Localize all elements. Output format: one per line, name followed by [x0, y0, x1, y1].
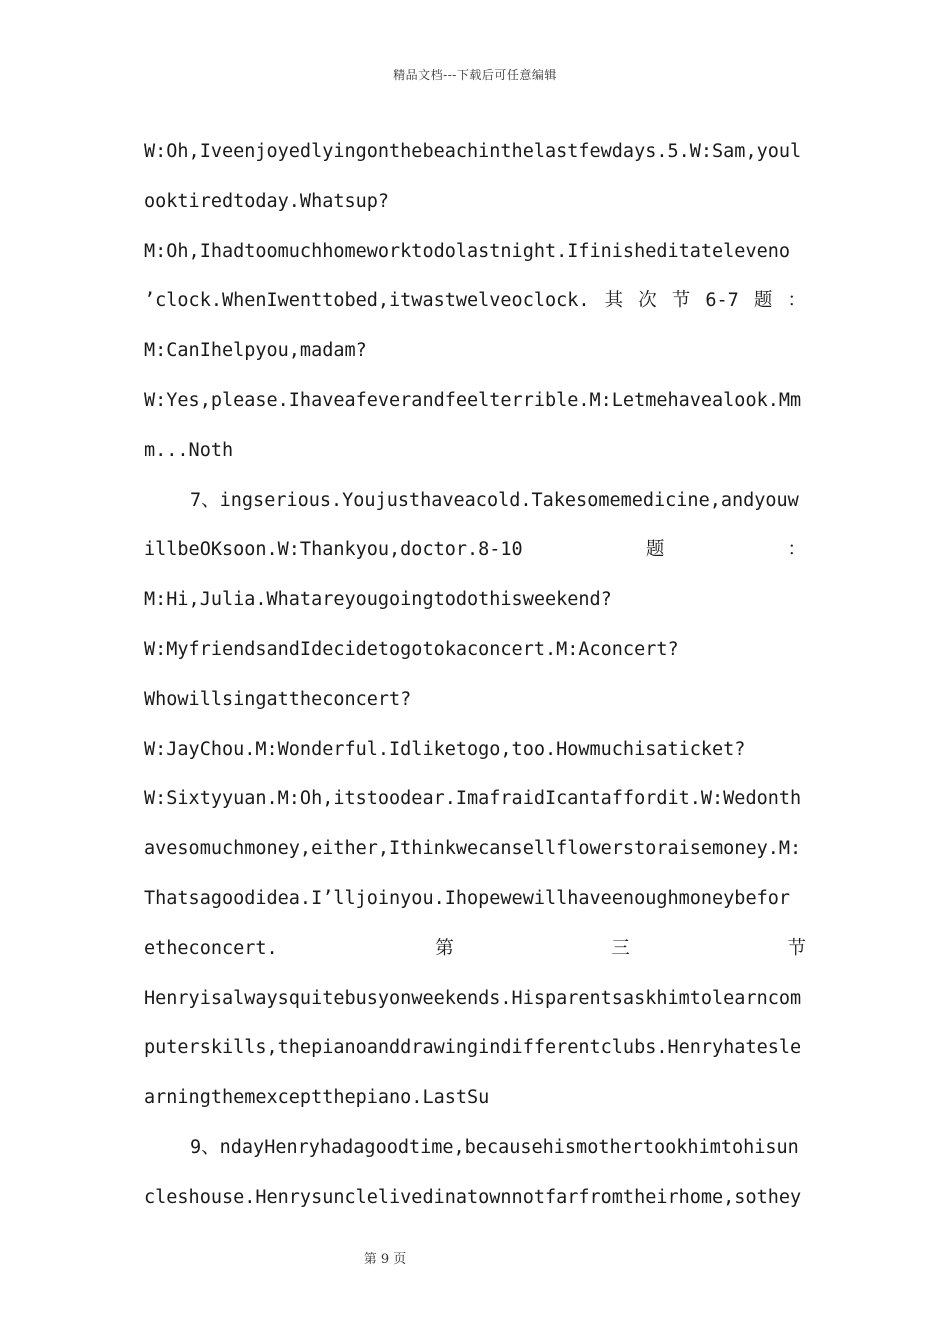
text-segment: 节 — [787, 937, 806, 959]
text-line: m...Noth — [144, 439, 234, 461]
text-line: puterskills,thepianoanddrawingindifferentclubs.Henryhatesle — [144, 1037, 802, 1059]
text-line: ooktiredtoday.Whatsup? — [144, 190, 390, 212]
page-footer: 第 9 页 — [363, 1252, 407, 1267]
text-segment: ： — [787, 290, 806, 312]
text-line: avesomuchmoney,either,Ithinkwecansellflowerstoraisemoney.M: — [144, 838, 802, 860]
text-segment: illbeOKsoon.W:Thankyou,doctor.8-10 — [144, 539, 523, 561]
text-line: 7、ingserious.Youjusthaveacold.Takesomemedicine,andyouw — [190, 489, 799, 511]
text-segment: 题 — [645, 539, 665, 561]
text-line: W:Oh,Iveenjoyedlyingonthebeachinthelastfewdays.5.W:Sam,youl — [144, 141, 802, 162]
text-line: W:MyfriendsandIdecidetogotokaconcert.M:Aconcert? — [144, 638, 679, 660]
text-segment: 6-7 — [705, 290, 739, 312]
text-line: 9、ndayHenryhadagoodtime,becausehismothertookhimtohisun — [190, 1136, 799, 1158]
text-line: W:Sixtyyuan.M:Oh,itstoodear.ImafraidIcantaffordit.W:Wedonth — [144, 788, 802, 810]
text-line: arningthemexceptthepiano.LastSu — [144, 1087, 490, 1109]
text-line: Thatsagoodidea.I’lljoinyou.Ihopewewillhaveenoughmoneybefor — [144, 887, 791, 909]
text-segment: 其 — [604, 290, 624, 312]
text-line: M:Hi,Julia.Whatareyougoingtodothisweekend? — [144, 589, 612, 611]
page-header: 精品文档---下载后可任意编辑 — [393, 68, 557, 82]
text-line — [144, 534, 806, 584]
text-segment: 节 — [671, 290, 691, 312]
document-body — [144, 136, 806, 1232]
text-line: Henryisalwaysquitebusyonweekends.Hisparentsaskhimtolearncom — [144, 987, 802, 1009]
text-line: Whowillsingattheconcert? — [144, 688, 412, 710]
text-segment: ’clock.WhenIwenttobed,itwastwelveoclock. — [144, 290, 590, 312]
text-line — [144, 285, 806, 335]
text-segment: etheconcert. — [144, 937, 278, 959]
text-segment: 次 — [638, 290, 657, 312]
text-segment: 题 — [753, 290, 773, 312]
text-segment: 第 — [435, 937, 454, 959]
text-line: cleshouse.Henrysunclelivedinatownnotfarfromtheirhome,sothey — [144, 1186, 802, 1208]
text-line — [144, 933, 806, 983]
text-line: W:JayChou.M:Wonderful.Idliketogo,too.Howmuchisaticket? — [144, 738, 746, 760]
text-line: M:Oh,Ihadtoomuchhomeworktodolastnight.Ifinisheditateleveno — [144, 240, 791, 262]
text-segment: ： — [787, 539, 806, 561]
text-line: M:CanIhelpyou,madam? — [144, 340, 367, 362]
text-line: W:Yes,please.Ihaveafeverandfeelterrible.M:Letmehavealook.Mm — [144, 389, 802, 411]
text-segment: 三 — [611, 937, 630, 959]
